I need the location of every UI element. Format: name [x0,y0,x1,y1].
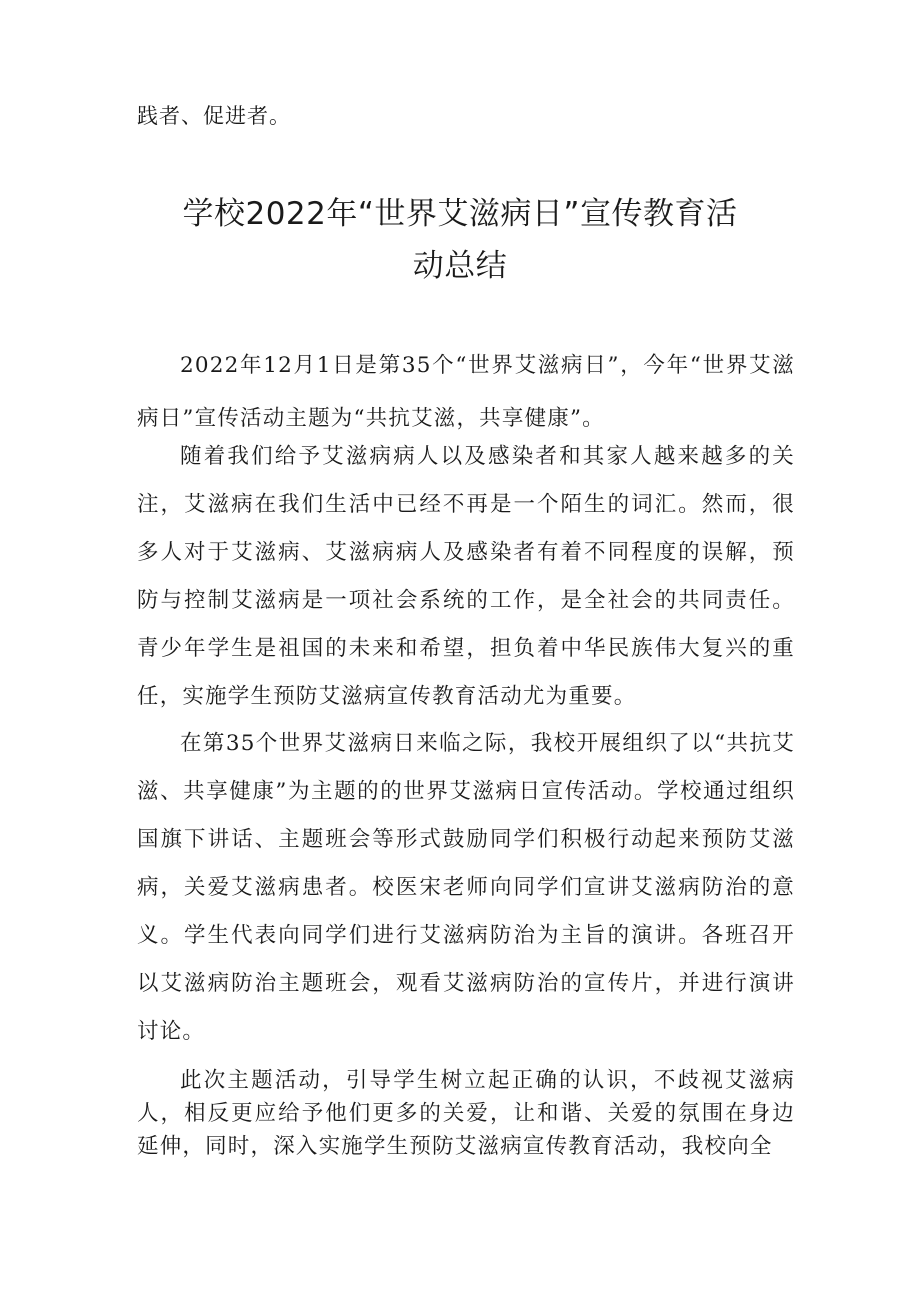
document-title [100,188,820,292]
title-line-2: 动总结 [412,248,508,284]
paragraph-outcome: 此次主题活动，引导学生树立起正确的认识，不歧视艾滋病人，相反更应给予他们更多的关爱，让和谐、关爱的氛围在身边延伸，同时，深入实施学生预防艾滋病宣传教育活动，我校向全 [137,1068,795,1159]
paragraph-intro: 2022年12月1日是第35个“世界艾滋病日”，今年“世界艾滋病日”宣传活动主题为“共抗艾滋，共享健康”。 [137,353,795,431]
carryover-text: 践者、促进者。 [137,104,291,128]
paragraph-activities: 在第35个世界艾滋病日来临之际，我校开展组织了以“共抗艾滋、共享健康”为主题的的世界艾滋病日宣传活动。学校通过组织国旗下讲话、主题班会等形式鼓励同学们积极行动起来预防艾滋病，关爱艾滋病患者。校医宋老师向同学们宣讲艾滋病防治的意义。学生代表向同学们进行艾滋病防治为主旨的演讲。各班召开以艾滋病防治主题班会，观看艾滋病防治的宣传片，并进行演讲讨论。 [137,731,795,1044]
title-line-1: 学校2022年“世界艾滋病日”宣传教育活 [182,196,738,232]
paragraph-background: 随着我们给予艾滋病病人以及感染者和其家人越来越多的关注，艾滋病在我们生活中已经不再是一个陌生的词汇。然而，很多人对于艾滋病、艾滋病病人及感染者有着不同程度的误解，预防与控制艾滋病是一项社会系统的工作，是全社会的共同责任。青少年学生是祖国的未来和希望，担负着中华民族伟大复兴的重任，实施学生预防艾滋病宣传教育活动尤为重要。 [137,444,795,709]
